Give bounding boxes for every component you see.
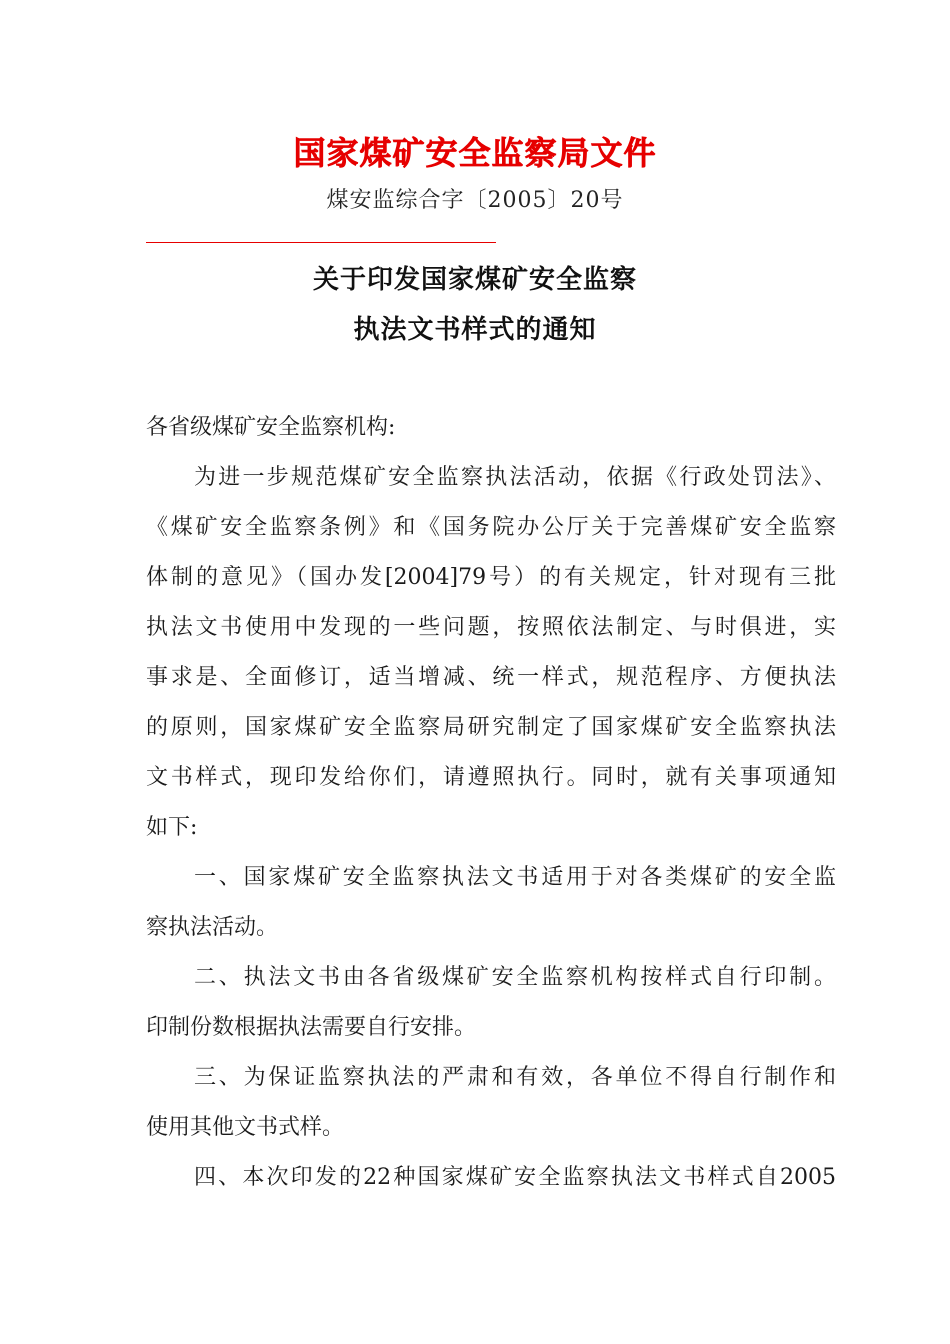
- red-divider-line: [146, 242, 496, 243]
- salutation: 各省级煤矿安全监察机构:: [146, 415, 396, 440]
- notice-title-line-1: 关于印发国家煤矿安全监察: [312, 265, 637, 295]
- body-line: 文书样式，现印发给你们，请遵照执行。同时，就有关事项通知: [146, 765, 836, 790]
- issuer-heading: 国家煤矿安全监察局文件: [293, 134, 657, 172]
- body-line: 《煤矿安全监察条例》和《国务院办公厅关于完善煤矿安全监察: [146, 515, 836, 540]
- body-line: 的原则，国家煤矿安全监察局研究制定了国家煤矿安全监察执法: [146, 715, 836, 740]
- body-line: 体制的意见》（国办发[2004]79号）的有关规定，针对现有三批: [146, 565, 836, 590]
- body-line: 事求是、全面修订，适当增减、统一样式，规范程序、方便执法: [146, 665, 836, 690]
- body-line: 为进一步规范煤矿安全监察执法活动，依据《行政处罚法》、: [194, 465, 836, 490]
- body-line: 二、执法文书由各省级煤矿安全监察机构按样式自行印制。: [194, 965, 836, 990]
- body-line: 一、国家煤矿安全监察执法文书适用于对各类煤矿的安全监: [194, 865, 836, 890]
- body-line: 执法文书使用中发现的一些问题，按照依法制定、与时俱进，实: [146, 615, 836, 640]
- body-line: 使用其他文书式样。: [146, 1115, 345, 1140]
- body-line: 四、本次印发的22种国家煤矿安全监察执法文书样式自2005: [194, 1165, 836, 1190]
- body-line: 察执法活动。: [146, 915, 279, 940]
- notice-title-line-2: 执法文书样式的通知: [353, 315, 597, 345]
- body-line: 如下:: [146, 815, 198, 840]
- document-number: 煤安监综合字〔2005〕20号: [326, 188, 624, 213]
- body-line: 三、为保证监察执法的严肃和有效，各单位不得自行制作和: [194, 1065, 836, 1090]
- body-line: 印制份数根据执法需要自行安排。: [146, 1015, 477, 1040]
